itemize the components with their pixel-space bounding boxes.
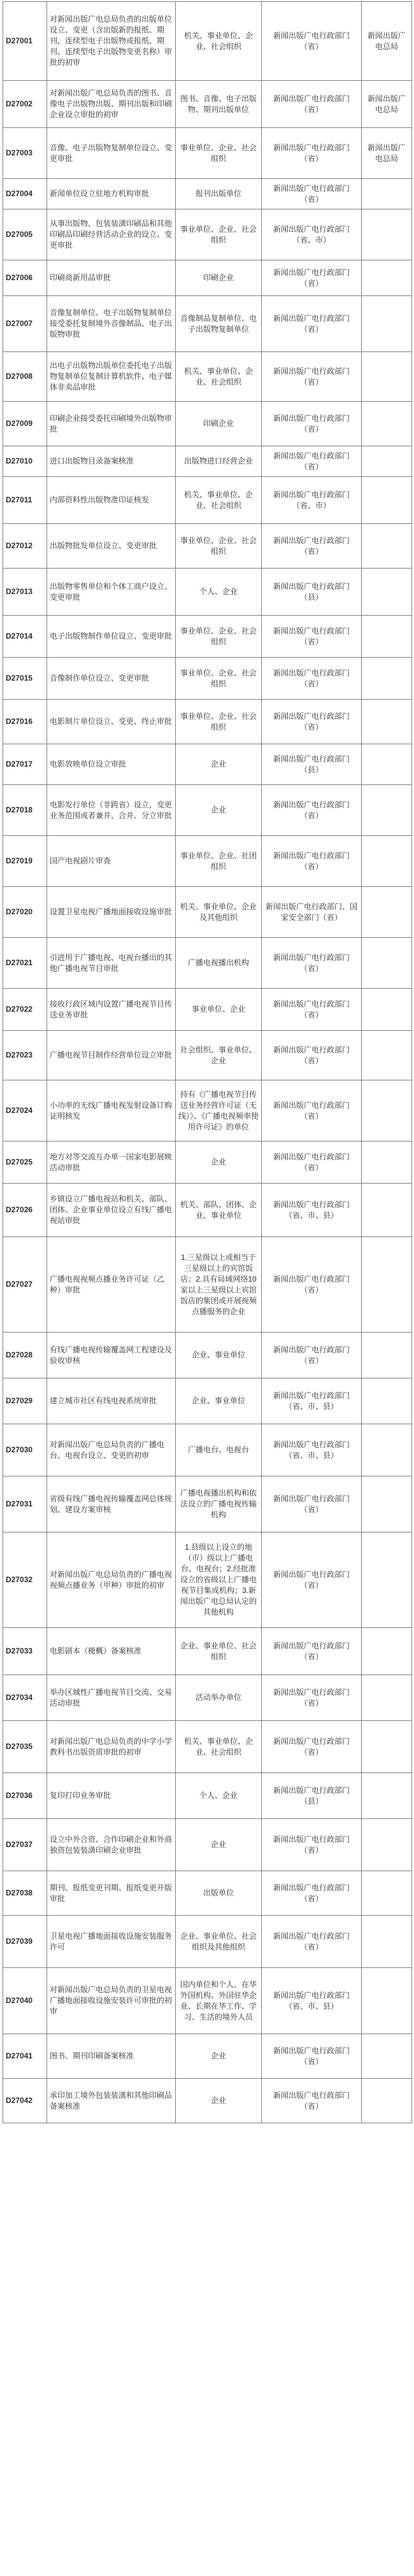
table-row: [3, 2034, 412, 2079]
table-cell-authority: [362, 2079, 412, 2123]
table-cell-authority: [362, 1080, 412, 1142]
table-cell-item: 卫星电视广播地面接收设施安装服务许可: [47, 1916, 176, 1968]
table-cell-target: 企业: [176, 785, 262, 836]
table-cell-dept: 新闻出版广电行政部门（省）: [262, 1721, 362, 1773]
table-cell-target: 印刷企业: [176, 402, 262, 446]
table-cell-dept: 新闻出版广电行政部门（省）: [262, 1532, 362, 1628]
table-cell-target: 企业、事业单位、社会组织及其他组织: [176, 1916, 262, 1968]
table-cell-code: D27034: [3, 1675, 47, 1721]
table-cell-authority: [362, 1968, 412, 2034]
table-cell-target: 图书、音像、电子出版物、期刊出版单位: [176, 81, 262, 128]
table-cell-code: D27032: [3, 1532, 47, 1628]
table-cell-code: D27040: [3, 1968, 47, 2034]
table-cell-code: D27010: [3, 446, 47, 477]
table-cell-target: 广播电视播出机构: [176, 938, 262, 989]
table-cell-dept: 新闻出版广电行政部门（省）: [262, 1142, 362, 1184]
table-cell-authority: 新闻出版广电总局: [362, 128, 412, 179]
table-cell-target: 国内单位和个人、在华外国机构、外国驻华企业、长期在华工作、学习、生活的境外人员: [176, 1968, 262, 2034]
table-row: [3, 446, 412, 477]
table-cell-dept: 新闻出版广电行政部门（省、市）: [262, 477, 362, 524]
table-cell-target: 企业: [176, 1819, 262, 1871]
table-row: [3, 260, 412, 296]
table-cell-item: 出版物零售单位和个体工商户设立、变更审批: [47, 569, 176, 616]
table-cell-code: D27025: [3, 1142, 47, 1184]
table-cell-authority: [362, 1333, 412, 1378]
table-cell-dept: 新闻出版广电行政部门（省）: [262, 1871, 362, 1916]
table-cell-authority: [362, 1378, 412, 1424]
table-cell-authority: [362, 744, 412, 785]
table-cell-item: 小功率的无线广播电视发射设备订购证明核发: [47, 1080, 176, 1142]
table-cell-target: 事业单位、企业、社会组织: [176, 700, 262, 744]
table-cell-dept: 新闻出版广电行政部门（省）: [262, 352, 362, 402]
table-row: [3, 616, 412, 658]
table-cell-authority: [362, 524, 412, 569]
table-cell-dept: 新闻出版广电行政部门（省）: [262, 1031, 362, 1080]
table-cell-code: D27018: [3, 785, 47, 836]
table-row: [3, 2079, 412, 2123]
table-cell-target: 企业: [176, 2034, 262, 2079]
table-cell-target: 企业: [176, 744, 262, 785]
table-cell-authority: [362, 989, 412, 1031]
table-cell-authority: [362, 1916, 412, 1968]
table-row: [3, 658, 412, 700]
table-row: [3, 1237, 412, 1333]
table-cell-target: 事业单位、企业、社团组织: [176, 836, 262, 887]
table-cell-authority: [362, 1142, 412, 1184]
table-row: [3, 1333, 412, 1378]
table-cell-code: D27038: [3, 1871, 47, 1916]
table-cell-authority: [362, 1628, 412, 1675]
table-cell-target: 持有《广播电视节目传送业务经营许可证（无线）》、《广播电视频率使用许可证》的单位: [176, 1080, 262, 1142]
table-cell-code: D27028: [3, 1333, 47, 1378]
table-row: [3, 1424, 412, 1476]
table-row: [3, 836, 412, 887]
table-cell-authority: [362, 1675, 412, 1721]
table-cell-item: 电影剧本（梗概）备案核准: [47, 1628, 176, 1675]
approval-items-table: [3, 1, 412, 2123]
table-row: [3, 1675, 412, 1721]
table-cell-dept: 新闻出版广电行政部门（省）: [262, 446, 362, 477]
table-cell-authority: [362, 1424, 412, 1476]
table-cell-item: 电影放映单位设立审批: [47, 744, 176, 785]
table-cell-target: 报刊出版单位: [176, 179, 262, 209]
table-cell-item: 对新闻出版广电总局负责的中学小学教科书出版资质审批的初审: [47, 1721, 176, 1773]
table-cell-dept: 新闻出版广电行政部门（省）: [262, 658, 362, 700]
table-cell-code: D27006: [3, 260, 47, 296]
table-cell-code: D27011: [3, 477, 47, 524]
table-row: [3, 1476, 412, 1532]
table-cell-item: 省级有线广播电视传输覆盖网总体规划、建设方案审核: [47, 1476, 176, 1532]
table-cell-item: 设立中外合资、合作印刷企业和外商独资包装装潢印刷企业审批: [47, 1819, 176, 1871]
table-cell-authority: [362, 260, 412, 296]
table-cell-item: 期刊、报纸变更刊期、报纸变更开版审批: [47, 1871, 176, 1916]
table-cell-code: D27039: [3, 1916, 47, 1968]
table-cell-dept: 新闻出版广电行政部门（省）: [262, 524, 362, 569]
table-cell-code: D27005: [3, 209, 47, 260]
table-cell-code: D27002: [3, 81, 47, 128]
table-cell-target: 机关、事业单位、企业、社会组织: [176, 352, 262, 402]
table-cell-dept: 新闻出版广电行政部门（省）: [262, 296, 362, 352]
table-row: [3, 179, 412, 209]
table-cell-target: 机关、部队、团体、企业、事业单位: [176, 1184, 262, 1237]
table-cell-item: 图书、期刊印刷备案核准: [47, 2034, 176, 2079]
table-cell-dept: 新闻出版广电行政部门（省）: [262, 260, 362, 296]
table-cell-item: 音像复制单位、电子出版物复制单位接受委托复制境外音像制品、电子出版物审批: [47, 296, 176, 352]
table-cell-target: 企业、事业单位: [176, 1378, 262, 1424]
table-cell-dept: 新闻出版广电行政部门（省）: [262, 2034, 362, 2079]
table-cell-authority: [362, 616, 412, 658]
table-cell-item: 音像、电子出版物复制单位设立、变更审批: [47, 128, 176, 179]
table-cell-item: 复印打印业务审批: [47, 1773, 176, 1819]
table-cell-target: 机关、事业单位、企业、社会组织: [176, 2, 262, 81]
table-row: [3, 1968, 412, 2034]
table-cell-target: 事业单位、企业、社会组织: [176, 128, 262, 179]
table-cell-item: 印刷商新用品审批: [47, 260, 176, 296]
table-cell-authority: [362, 402, 412, 446]
table-row: [3, 1378, 412, 1424]
table-cell-code: D27035: [3, 1721, 47, 1773]
table-cell-dept: 新闻出版广电行政部门（省、市）: [262, 209, 362, 260]
table-cell-authority: [362, 2034, 412, 2079]
table-cell-authority: [362, 1031, 412, 1080]
table-cell-item: 广播电视视频点播业务许可证（乙种）审批: [47, 1237, 176, 1333]
table-row: [3, 1773, 412, 1819]
table-row: [3, 887, 412, 938]
table-cell-item: 承印加工境外包装装潢和其他印刷品备案核准: [47, 2079, 176, 2123]
table-cell-item: 引进用于广播电视、电视台播出的其他广播电视节目审批: [47, 938, 176, 989]
table-cell-dept: 新闻出版广电行政部门（省）: [262, 616, 362, 658]
table-cell-code: D27027: [3, 1237, 47, 1333]
table-cell-authority: [362, 446, 412, 477]
table-cell-authority: [362, 1871, 412, 1916]
table-cell-dept: 新闻出版广电行政部门（省）: [262, 1333, 362, 1378]
table-cell-item: 建立城市社区有线电视系统审批: [47, 1378, 176, 1424]
table-cell-code: D27041: [3, 2034, 47, 2079]
table-cell-target: 活动举办单位: [176, 1675, 262, 1721]
table-cell-item: 新闻单位设立驻地方机构审批: [47, 179, 176, 209]
table-cell-target: 1.县级以上设立的地（市）级以上广播电台、电视台；2.经批准设立的省级以上广播电视节目集成机构；3.新闻出版广电总局认定的其他机构: [176, 1532, 262, 1628]
table-cell-code: D27017: [3, 744, 47, 785]
table-cell-item: 举办区域性广播电视节目交流、交易活动审批: [47, 1675, 176, 1721]
table-cell-dept: 新闻出版广电行政部门（省）: [262, 2079, 362, 2123]
table-cell-dept: 新闻出版广电行政部门（省）: [262, 938, 362, 989]
table-cell-authority: [362, 1184, 412, 1237]
table-row: [3, 128, 412, 179]
table-cell-item: 出版物批发单位设立、变更审批: [47, 524, 176, 569]
table-cell-dept: 新闻出版广电行政部门（省）: [262, 1819, 362, 1871]
table-cell-authority: [362, 658, 412, 700]
table-cell-target: 1.三星级以上或相当于三星级以上的宾馆饭店；2.具有局域网络10家以上三星级以上宾馆饭店的集团或开展视频点播服务的企业: [176, 1237, 262, 1333]
table-cell-item: 内部资料性出版物准印证核发: [47, 477, 176, 524]
table-cell-code: D27008: [3, 352, 47, 402]
table-row: [3, 1184, 412, 1237]
table-cell-target: 出版单位: [176, 1871, 262, 1916]
table-cell-dept: 新闻出版广电行政部门（省）: [262, 81, 362, 128]
table-cell-item: 电子出版物制作单位设立、变更审批: [47, 616, 176, 658]
table-cell-authority: [362, 836, 412, 887]
table-cell-code: D27022: [3, 989, 47, 1031]
table-cell-authority: 新闻出版广电总局: [362, 81, 412, 128]
table-cell-code: D27004: [3, 179, 47, 209]
table-cell-authority: 新闻出版广电总局: [362, 2, 412, 81]
table-cell-dept: 新闻出版广电行政部门（省）: [262, 402, 362, 446]
table-cell-target: 音像制品复制单位、电子出版物复制单位: [176, 296, 262, 352]
table-cell-target: 事业单位、企业、社会组织: [176, 524, 262, 569]
table-cell-code: D27036: [3, 1773, 47, 1819]
table-cell-code: D27021: [3, 938, 47, 989]
table-cell-code: D27030: [3, 1424, 47, 1476]
table-cell-item: 广播电视节目制作经营单位设立审批: [47, 1031, 176, 1080]
table-row: [3, 989, 412, 1031]
table-cell-code: D27026: [3, 1184, 47, 1237]
table-cell-dept: 新闻出版广电行政部门（县）: [262, 569, 362, 616]
table-cell-item: 对新闻出版广电总局负责的卫星电视广播地面接收设施安装许可审批的初审: [47, 1968, 176, 2034]
table-cell-dept: 新闻出版广电行政部门（省、市、县）: [262, 1378, 362, 1424]
table-cell-authority: [362, 700, 412, 744]
table-cell-authority: [362, 477, 412, 524]
table-cell-dept: 新闻出版广电行政部门（县）: [262, 744, 362, 785]
table-cell-item: 电影制片单位设立、变更、终止审批: [47, 700, 176, 744]
table-row: [3, 296, 412, 352]
table-cell-item: 接收行政区域内设置广播电视节目传送业务审批: [47, 989, 176, 1031]
table-cell-dept: 新闻出版广电行政部门（省、市、县）: [262, 1184, 362, 1237]
table-cell-authority: [362, 569, 412, 616]
table-cell-dept: 新闻出版广电行政部门（省）: [262, 128, 362, 179]
table-cell-target: 出版物进口经营企业: [176, 446, 262, 477]
table-row: [3, 524, 412, 569]
table-cell-authority: [362, 179, 412, 209]
table-row: [3, 477, 412, 524]
table-row: [3, 1142, 412, 1184]
table-cell-dept: 新闻出版广电行政部门（省）: [262, 1675, 362, 1721]
table-cell-item: 对新闻出版广电总局负责的出版单位设立、变更（含出版新的报纸、期刊，连续型电子出版物或报纸、期刊、连续型电子出版物变更名称）审批的初审: [47, 2, 176, 81]
table-row: [3, 1916, 412, 1968]
table-cell-item: 地方对等交流互办单一国家电影展映活动审批: [47, 1142, 176, 1184]
table-cell-code: D27007: [3, 296, 47, 352]
table-row: [3, 81, 412, 128]
table-cell-code: D27013: [3, 569, 47, 616]
table-cell-code: D27019: [3, 836, 47, 887]
table-cell-code: D27023: [3, 1031, 47, 1080]
table-cell-item: 乡镇设立广播电视站和机关、部队、团体、企业事业单位设立有线广播电视站审批: [47, 1184, 176, 1237]
table-cell-dept: 新闻出版广电行政部门（省、市、县）: [262, 1424, 362, 1476]
table-cell-target: 机关、事业单位、企业、社会组织: [176, 477, 262, 524]
table-cell-item: 对新闻出版广电总局负责的广播电视视频点播业务（甲种）审批的初审: [47, 1532, 176, 1628]
table-row: [3, 402, 412, 446]
table-row: [3, 938, 412, 989]
table-cell-code: D27029: [3, 1378, 47, 1424]
table-row: [3, 785, 412, 836]
table-cell-code: D27003: [3, 128, 47, 179]
table-cell-dept: 新闻出版广电行政部门（省）: [262, 1628, 362, 1675]
table-row: [3, 1721, 412, 1773]
table-cell-code: D27014: [3, 616, 47, 658]
table-cell-code: D27012: [3, 524, 47, 569]
table-row: [3, 1080, 412, 1142]
table-cell-target: 企业: [176, 2079, 262, 2123]
table-cell-authority: [362, 1721, 412, 1773]
table-row: [3, 1819, 412, 1871]
table-cell-item: 国产电视剧片审查: [47, 836, 176, 887]
table-cell-target: 事业单位、企业、社会组织: [176, 658, 262, 700]
table-cell-authority: [362, 296, 412, 352]
table-cell-item: 从事出版物、包装装潢印刷品和其他印刷品印刷经营活动企业的设立、变更审批: [47, 209, 176, 260]
table-row: [3, 352, 412, 402]
table-cell-code: D27024: [3, 1080, 47, 1142]
table-cell-target: 企业、事业单位、社会组织: [176, 1628, 262, 1675]
table-cell-target: 印刷企业: [176, 260, 262, 296]
table-cell-authority: [362, 887, 412, 938]
table-cell-authority: [362, 1773, 412, 1819]
table-cell-dept: 新闻出版广电行政部门（省）: [262, 836, 362, 887]
table-row: [3, 209, 412, 260]
table-cell-dept: 新闻出版广电行政部门（省、市、县）: [262, 1968, 362, 2034]
table-cell-code: D27015: [3, 658, 47, 700]
table-cell-dept: 新闻出版广电行政部门（省）: [262, 1916, 362, 1968]
table-cell-code: D27031: [3, 1476, 47, 1532]
table-cell-target: 机关、事业单位、企业、社会组织: [176, 1721, 262, 1773]
table-row: [3, 1031, 412, 1080]
table-cell-target: 社会组织、事业单位、企业: [176, 1031, 262, 1080]
table-cell-target: 机关、事业单位、企业及其他组织: [176, 887, 262, 938]
table-cell-authority: [362, 352, 412, 402]
table-cell-authority: [362, 785, 412, 836]
table-row: [3, 1532, 412, 1628]
table-cell-target: 事业单位、企业: [176, 989, 262, 1031]
table-cell-authority: [362, 1532, 412, 1628]
table-cell-item: 进口出版物目录备案核准: [47, 446, 176, 477]
table-cell-item: 电影发行单位（非跨省）设立，变更业务范围或者兼并、合并、分立审批: [47, 785, 176, 836]
table-cell-item: 对新闻出版广电总局负责的图书、音像电子出版物出版、期刊出版和印刷企业设立审批的初审: [47, 81, 176, 128]
table-row: [3, 569, 412, 616]
table-cell-target: 个人、企业: [176, 569, 262, 616]
table-cell-dept: 新闻出版广电行政部门（省）: [262, 1476, 362, 1532]
table-cell-dept: 新闻出版广电行政部门（省）: [262, 179, 362, 209]
table-cell-code: D27001: [3, 2, 47, 81]
table-cell-target: 事业单位、企业、社会组织: [176, 209, 262, 260]
table-cell-item: 对新闻出版广电总局负责的广播电台、电视台设立、变更的初审: [47, 1424, 176, 1476]
table-cell-code: D27033: [3, 1628, 47, 1675]
table-cell-target: 企业、事业单位: [176, 1333, 262, 1378]
table-cell-dept: 新闻出版广电行政部门（省）: [262, 1080, 362, 1142]
table-cell-authority: [362, 1819, 412, 1871]
table-cell-dept: 新闻出版广电行政部门（省）: [262, 700, 362, 744]
table-cell-item: 设置卫星电视广播地面接收设施审批: [47, 887, 176, 938]
table-cell-target: 广播电台、电视台: [176, 1424, 262, 1476]
table-cell-dept: 新闻出版广电行政部门（县）: [262, 1773, 362, 1819]
table-cell-dept: 新闻出版广电行政部门、国家安全部门（省）: [262, 887, 362, 938]
table-cell-authority: [362, 209, 412, 260]
table-cell-authority: [362, 1476, 412, 1532]
table-cell-authority: [362, 1237, 412, 1333]
table-cell-target: 事业单位、企业、社会组织: [176, 616, 262, 658]
table-row: [3, 700, 412, 744]
table-cell-item: 出电子出版物出版单位委托电子出版物复制单位复制计算机软件、电子媒体非卖品审批: [47, 352, 176, 402]
table-cell-item: 有线广播电视传输覆盖网工程建设及验收审核: [47, 1333, 176, 1378]
table-row: [3, 744, 412, 785]
table-cell-code: D27016: [3, 700, 47, 744]
table-cell-code: D27020: [3, 887, 47, 938]
table-cell-target: 广播电视播出机构和依法设立的广播电视传输机构: [176, 1476, 262, 1532]
table-cell-dept: 新闻出版广电行政部门（省）: [262, 785, 362, 836]
table-cell-item: 音像制作单位设立、变更审批: [47, 658, 176, 700]
table-cell-code: D27037: [3, 1819, 47, 1871]
table-cell-dept: 新闻出版广电行政部门（省）: [262, 989, 362, 1031]
table-row: [3, 2, 412, 81]
table-cell-authority: [362, 938, 412, 989]
table-cell-dept: 新闻出版广电行政部门（省）: [262, 2, 362, 81]
table-cell-item: 印刷企业接受委托印刷境外出版物审批: [47, 402, 176, 446]
table-cell-target: 个人、企业: [176, 1773, 262, 1819]
table-cell-target: 企业: [176, 1142, 262, 1184]
table-row: [3, 1871, 412, 1916]
table-cell-code: D27009: [3, 402, 47, 446]
table-body: [3, 2, 412, 2123]
table-row: [3, 1628, 412, 1675]
table-cell-dept: 新闻出版广电行政部门（省）: [262, 1237, 362, 1333]
table-cell-code: D27042: [3, 2079, 47, 2123]
